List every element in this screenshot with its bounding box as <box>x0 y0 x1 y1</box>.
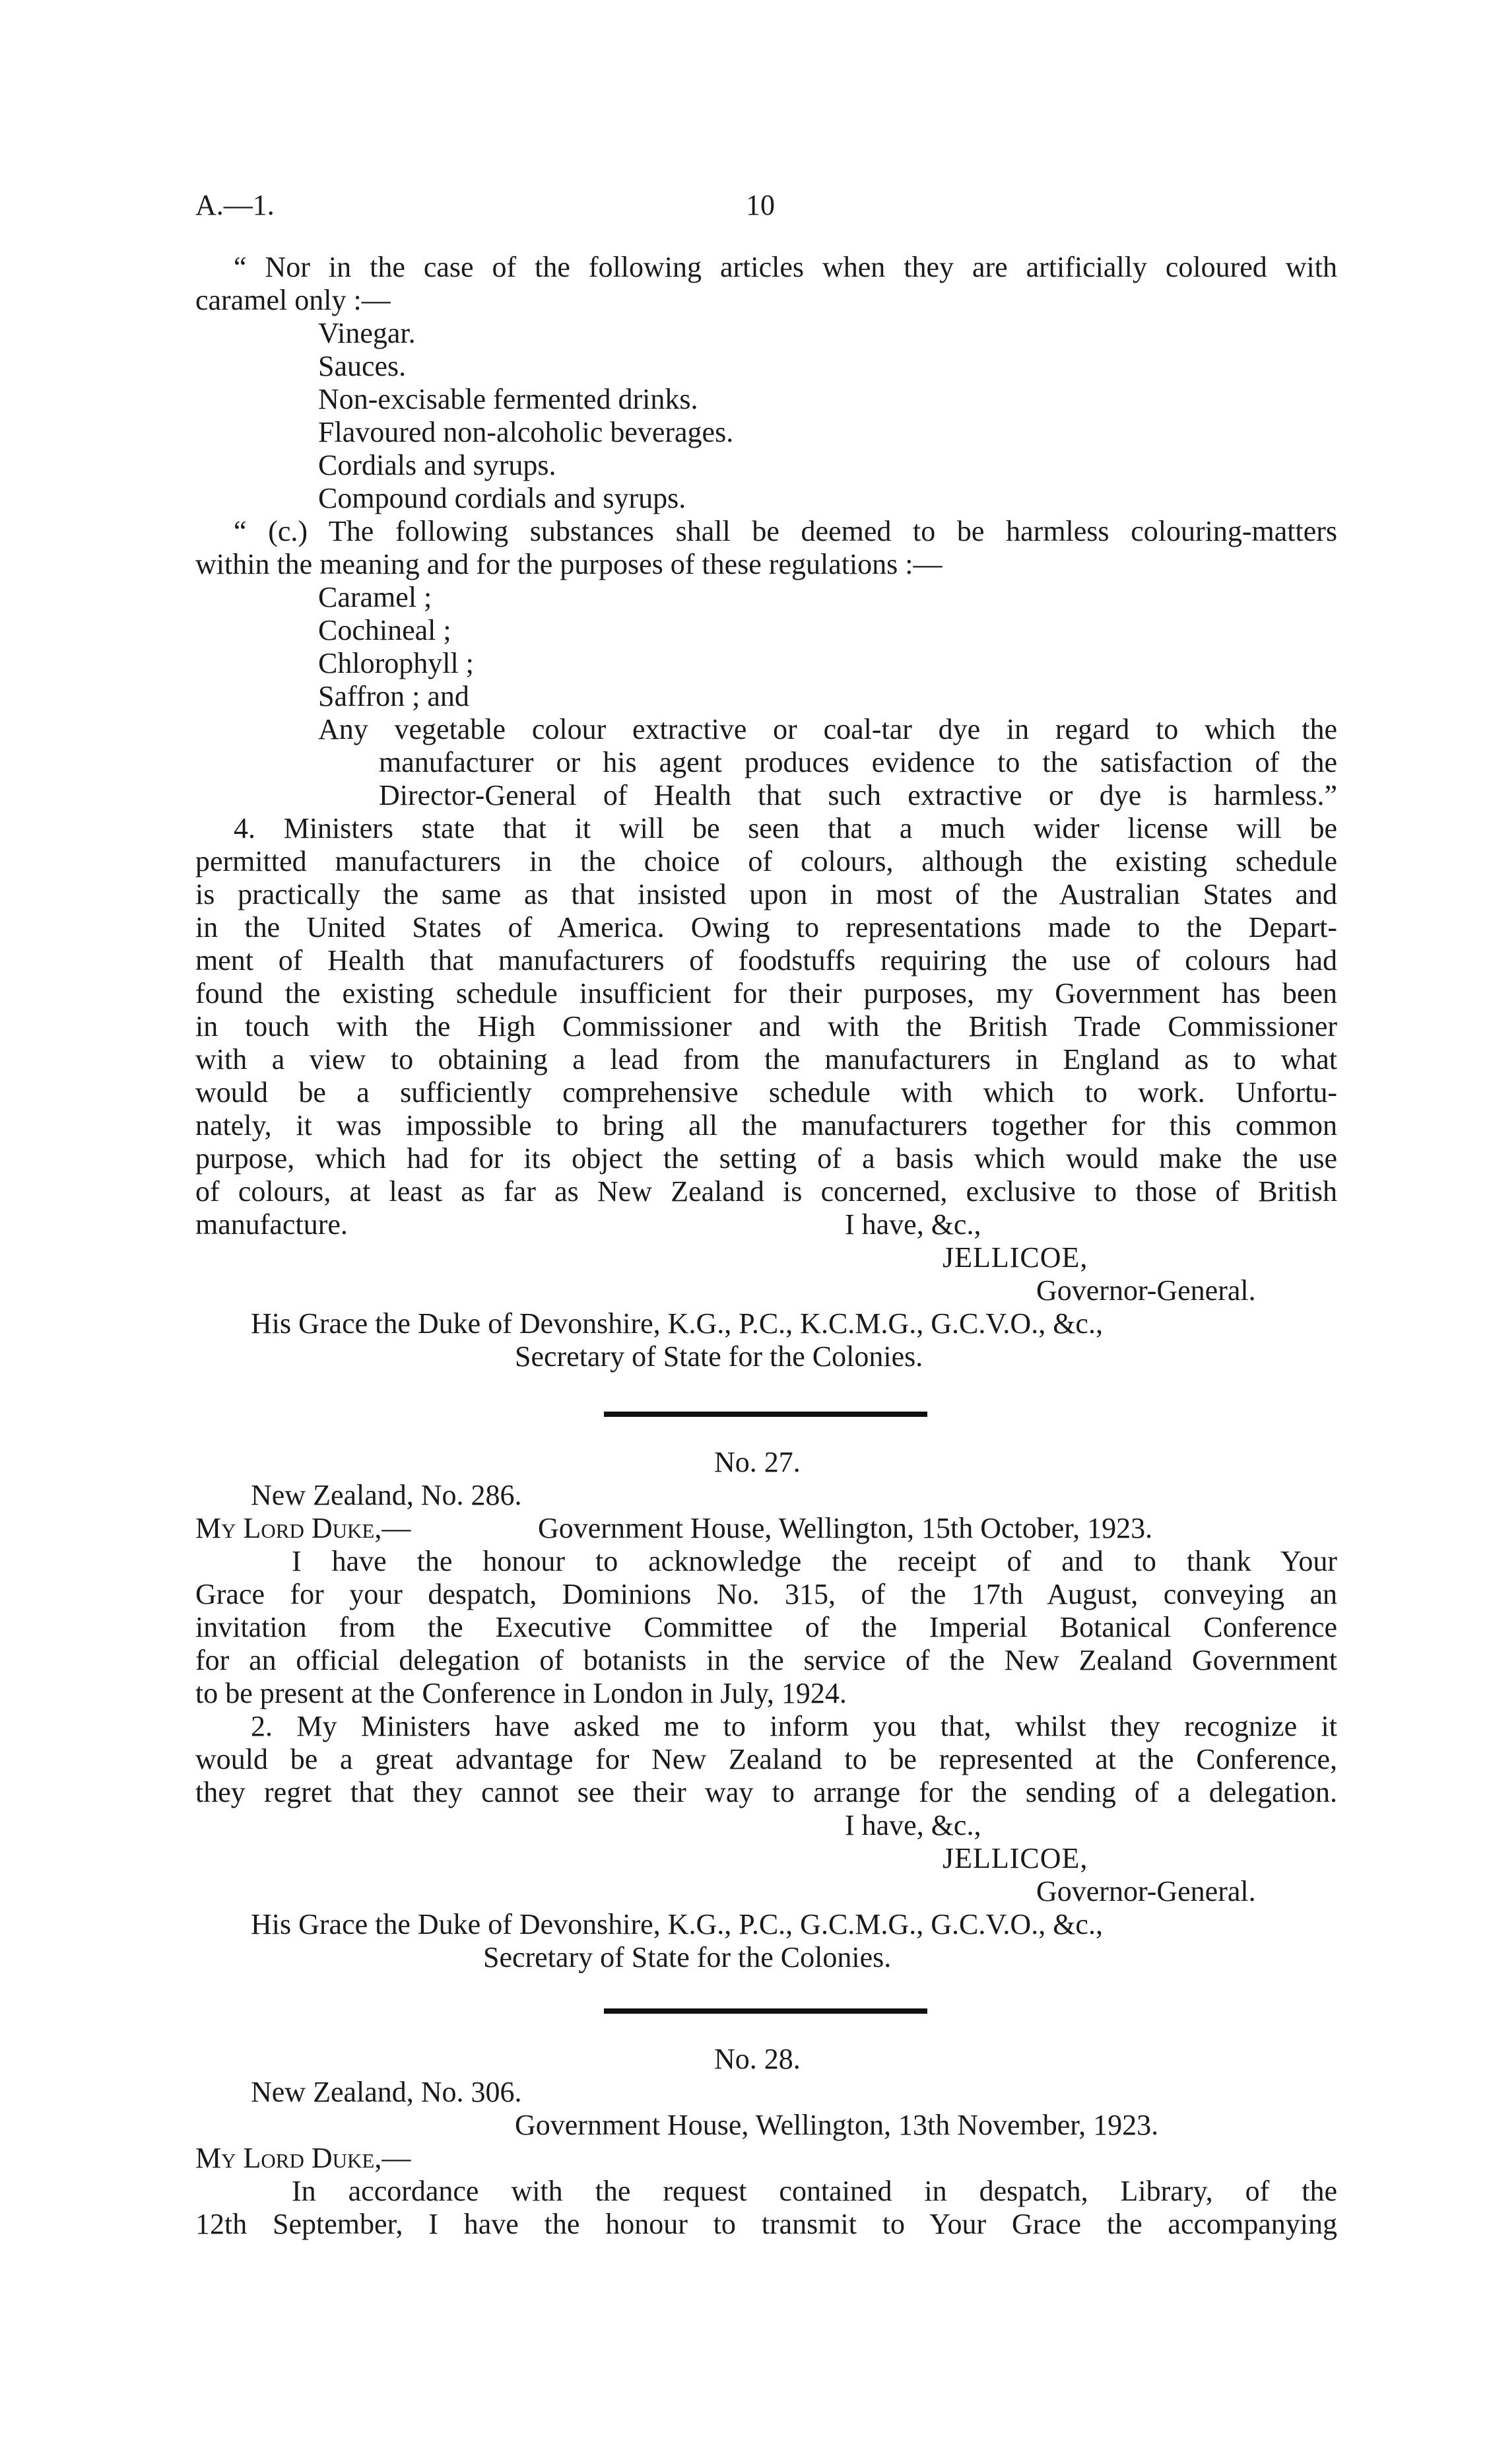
list-item: Cordials and syrups. <box>318 449 556 481</box>
addressee-title: Secretary of State for the Colonies. <box>483 1941 892 1973</box>
text-line: within the meaning and for the purposes of these regulations :— <box>195 548 943 580</box>
text-line: I have the honour to acknowledge the receipt of and to thank Your <box>292 1545 1337 1577</box>
document-reference: A.—1. <box>195 189 275 221</box>
addressee: His Grace the Duke of Devonshire, K.G., P.C., G.C.M.G., G.C.V.O., &c., <box>251 1908 1103 1940</box>
text-line: “ (c.) The following substances shall be deemed to be harmless colouring-matters <box>234 515 1337 547</box>
page-number: 10 <box>746 189 775 221</box>
text-line: would be a great advantage for New Zealand to be represented at the Conference, <box>195 1743 1337 1775</box>
text-line: found the existing schedule insufficient for their purposes, my Government has been <box>195 977 1337 1010</box>
text-line: 12th September, I have the honour to transmit to Your Grace the accompanying <box>195 2208 1337 2240</box>
text-line: permitted manufacturers in the choice of colours, although the existing schedule <box>195 845 1337 877</box>
text-line: manufacturer or his agent produces evidence to the satisfaction of the <box>379 746 1337 778</box>
salutation: My Lord Duke,— <box>195 1512 411 1544</box>
text-line: 4. Ministers state that it will be seen that a much wider license will be <box>234 812 1337 844</box>
signature-title: Governor-General. <box>1036 1274 1256 1307</box>
text-line: for an official delegation of botanists in the service of the New Zealand Government <box>195 1644 1337 1676</box>
addressee-title: Secretary of State for the Colonies. <box>515 1340 923 1373</box>
text-line: Director-General of Health that such extractive or dye is harmless.” <box>379 779 1337 811</box>
section-divider <box>604 2008 927 2014</box>
despatch-reference: New Zealand, No. 286. <box>251 1479 522 1511</box>
list-item: Cochineal ; <box>318 614 451 646</box>
text-line: of colours, at least as far as New Zealand is concerned, exclusive to those of British <box>195 1175 1337 1208</box>
place-date: Government House, Wellington, 13th November, 1923. <box>515 2109 1159 2141</box>
text-line: purpose, which had for its object the setting of a basis which would make the use <box>195 1142 1337 1175</box>
closing: I have, &c., <box>845 1208 981 1241</box>
text-line: would be a sufficiently comprehensive schedule with which to work. Unfortu- <box>195 1076 1337 1109</box>
text-line: in the United States of America. Owing to representations made to the Depart- <box>195 911 1337 943</box>
text-line: caramel only :— <box>195 284 391 316</box>
despatch-number: No. 28. <box>714 2043 801 2075</box>
salutation: My Lord Duke,— <box>195 2142 411 2174</box>
text-line: Grace for your despatch, Dominions No. 315, of the 17th August, conveying an <box>195 1578 1337 1610</box>
text-line: they regret that they cannot see their way to arrange for the sending of a delegation. <box>195 1776 1337 1808</box>
text-line: “ Nor in the case of the following articles when they are artificially coloured with <box>234 251 1337 283</box>
list-item: Saffron ; and <box>318 680 469 712</box>
text-line: manufacture. <box>195 1208 348 1241</box>
place-date: Government House, Wellington, 15th October, 1923. <box>538 1512 1153 1544</box>
despatch-reference: New Zealand, No. 306. <box>251 2076 522 2108</box>
text-line: with a view to obtaining a lead from the manufacturers in England as to what <box>195 1043 1337 1076</box>
list-item: Non-excisable fermented drinks. <box>318 383 698 415</box>
list-item: Sauces. <box>318 350 407 382</box>
text-line: to be present at the Conference in London in July, 1924. <box>195 1677 847 1709</box>
signature-title: Governor-General. <box>1036 1875 1256 1907</box>
text-line: ment of Health that manufacturers of foodstuffs requiring the use of colours had <box>195 944 1337 976</box>
despatch-number: No. 27. <box>714 1446 801 1478</box>
text-line: in touch with the High Commissioner and with the British Trade Commissioner <box>195 1010 1337 1043</box>
text-line: invitation from the Executive Committee of the Imperial Botanical Conference <box>195 1611 1337 1643</box>
text-line: In accordance with the request contained in despatch, Library, of the <box>292 2175 1337 2207</box>
text-line: 2. My Ministers have asked me to inform you that, whilst they recognize it <box>251 1710 1337 1742</box>
signature: JELLICOE, <box>943 1241 1088 1274</box>
signature: JELLICOE, <box>943 1842 1088 1874</box>
list-item: Any vegetable colour extractive or coal-tar dye in regard to which the <box>318 713 1337 745</box>
addressee: His Grace the Duke of Devonshire, K.G., P.C., K.C.M.G., G.C.V.O., &c., <box>251 1307 1103 1340</box>
text-line: is practically the same as that insisted upon in most of the Australian States and <box>195 878 1337 910</box>
list-item: Vinegar. <box>318 317 416 349</box>
list-item: Compound cordials and syrups. <box>318 482 686 514</box>
section-divider <box>604 1412 927 1417</box>
list-item: Chlorophyll ; <box>318 647 474 679</box>
text-line: nately, it was impossible to bring all the manufacturers together for this common <box>195 1109 1337 1142</box>
closing: I have, &c., <box>845 1809 981 1841</box>
list-item: Flavoured non-alcoholic beverages. <box>318 416 734 448</box>
list-item: Caramel ; <box>318 581 432 613</box>
